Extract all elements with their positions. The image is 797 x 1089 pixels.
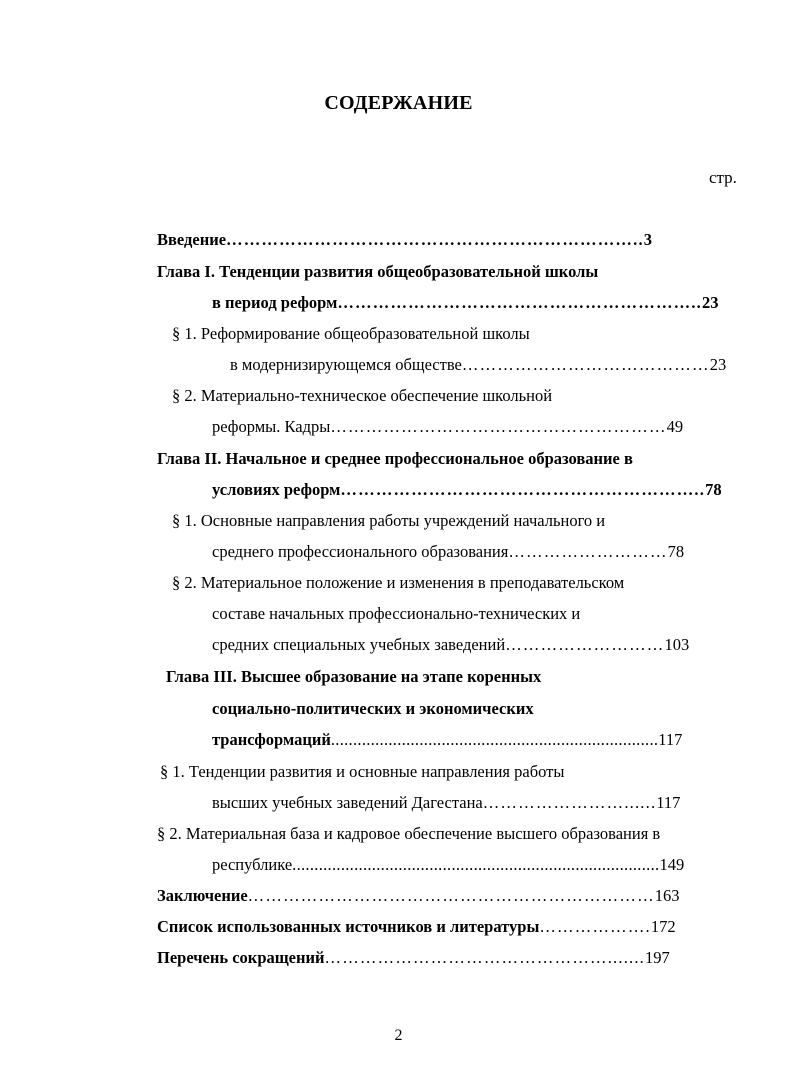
toc-entry-text: в модернизирующемся обществе — [230, 355, 462, 374]
toc-entry-text: реформы. Кадры — [212, 417, 331, 436]
toc-entry-section-2-2-cont[interactable] — [212, 633, 740, 657]
toc-entry-text: Глава I. Тенденции развития общеобразовательной школы — [157, 262, 599, 281]
toc-entry-section-2-1-title[interactable] — [172, 509, 740, 533]
toc-leader-dots: ……………………… — [508, 542, 668, 561]
contents-title: СОДЕРЖАНИЕ — [324, 92, 473, 114]
toc-entry-chapter-3-cont[interactable] — [212, 728, 740, 752]
toc-entry-section-3-2-title[interactable] — [157, 822, 740, 846]
toc-leader-dots: …………………………………………………….. — [340, 480, 706, 499]
toc-entry-text: трансформаций — [212, 730, 331, 749]
toc-entry-text: среднего профессионального образования — [212, 542, 509, 561]
toc-entry-text: § 2. Материально-техническое обеспечение школьной — [172, 386, 553, 405]
toc-entry-text: социально-политических и экономических — [212, 699, 534, 718]
toc-page-number: 103 — [664, 635, 690, 654]
page-column-label: стр. — [709, 168, 737, 187]
toc-entry-chapter-3-cont[interactable] — [212, 697, 740, 721]
toc-entry-text: Перечень сокращений — [157, 948, 325, 967]
toc-entry-abbreviations[interactable] — [157, 946, 740, 970]
toc-page-number: 3 — [643, 230, 653, 249]
toc-leader-dots: ………………………………………………… — [330, 417, 667, 436]
toc-page-number: 117 — [656, 793, 681, 812]
toc-entry-section-3-1-title[interactable] — [160, 760, 740, 784]
toc-page-number: 78 — [667, 542, 685, 561]
toc-page-number: 23 — [702, 293, 719, 312]
toc-entry-text: республике — [212, 855, 293, 874]
toc-entry-text: средних специальных учебных заведений — [212, 635, 506, 654]
toc-leader-dots: ……………………...... — [482, 793, 657, 812]
toc-entry-sources-list[interactable] — [157, 915, 740, 939]
toc-leader-dots: .......................................................................... — [330, 730, 659, 749]
toc-page-number: 163 — [654, 886, 680, 905]
toc-entry-text: Глава II. Начальное и среднее профессиональное образование в — [157, 449, 633, 468]
toc-entry-chapter-1-title[interactable] — [157, 260, 740, 284]
toc-page-number: 172 — [650, 917, 676, 936]
toc-leader-dots: …………………………………………....... — [324, 948, 645, 967]
toc-entry-text: Глава III. Высшее образование на этапе коренных — [166, 667, 542, 686]
page-number: 2 — [394, 1027, 403, 1044]
toc-entry-text: § 1. Реформирование общеобразовательной школы — [172, 324, 530, 343]
toc-entry-text: Заключение — [157, 886, 248, 905]
toc-entry-section-1-1-title[interactable] — [172, 322, 740, 346]
toc-page-number: 49 — [666, 417, 684, 436]
toc-entry-text: § 2. Материальное положение и изменения в преподавательском — [172, 573, 625, 592]
toc-entry-text: условиях реформ — [212, 480, 341, 499]
toc-entry-chapter-1-cont[interactable] — [212, 291, 740, 315]
toc-entry-text: составе начальных профессионально-технических и — [212, 604, 581, 623]
toc-entry-chapter-2-title[interactable] — [157, 447, 740, 471]
toc-leader-dots: …………………………………………………………….. — [226, 230, 644, 249]
toc-entry-section-2-2-title[interactable] — [172, 571, 740, 595]
toc-entry-text: § 2. Материальная база и кадровое обеспечение высшего образования в — [157, 824, 661, 843]
toc-entry-section-3-1-cont[interactable] — [212, 791, 740, 815]
toc-leader-dots: ................................................................................... — [292, 855, 660, 874]
toc-entry-text: § 1. Тенденции развития и основные направления работы — [160, 762, 565, 781]
toc-entry-text: Введение — [157, 230, 227, 249]
toc-entry-introduction[interactable] — [157, 228, 740, 252]
toc-entry-text: Список использованных источников и литературы — [157, 917, 540, 936]
toc-entry-conclusion[interactable] — [157, 884, 740, 908]
toc-leader-dots: …………………………………………………………… — [247, 886, 655, 905]
toc-entry-text: § 1. Основные направления работы учреждений начального и — [172, 511, 606, 530]
toc-page-number: 117 — [658, 730, 683, 749]
toc-entry-section-1-2-cont[interactable] — [212, 415, 740, 439]
toc-entry-text: в период реформ — [212, 293, 338, 312]
toc-page-number: 149 — [659, 855, 685, 874]
toc-entry-section-3-2-cont[interactable] — [212, 853, 740, 877]
toc-entry-section-2-1-cont[interactable] — [212, 540, 740, 564]
toc-page-number: 23 — [709, 355, 727, 374]
toc-leader-dots: …………………………………………………….. — [337, 293, 702, 312]
toc-entry-section-2-2-cont[interactable] — [212, 602, 740, 626]
toc-entry-section-1-2-title[interactable] — [172, 384, 740, 408]
toc-page-number: 197 — [645, 948, 670, 967]
toc-leader-dots: ……………………… — [505, 635, 665, 654]
toc-entry-text: высших учебных заведений Дагестана — [212, 793, 483, 812]
toc-entry-chapter-2-cont[interactable] — [212, 478, 740, 502]
toc-entry-section-1-1-cont[interactable] — [230, 353, 740, 377]
toc-page-number: 78 — [705, 480, 722, 499]
toc-leader-dots: …………………………………… — [461, 355, 710, 374]
toc-entry-chapter-3-title[interactable] — [166, 665, 740, 689]
toc-leader-dots: ………………. — [539, 917, 651, 936]
